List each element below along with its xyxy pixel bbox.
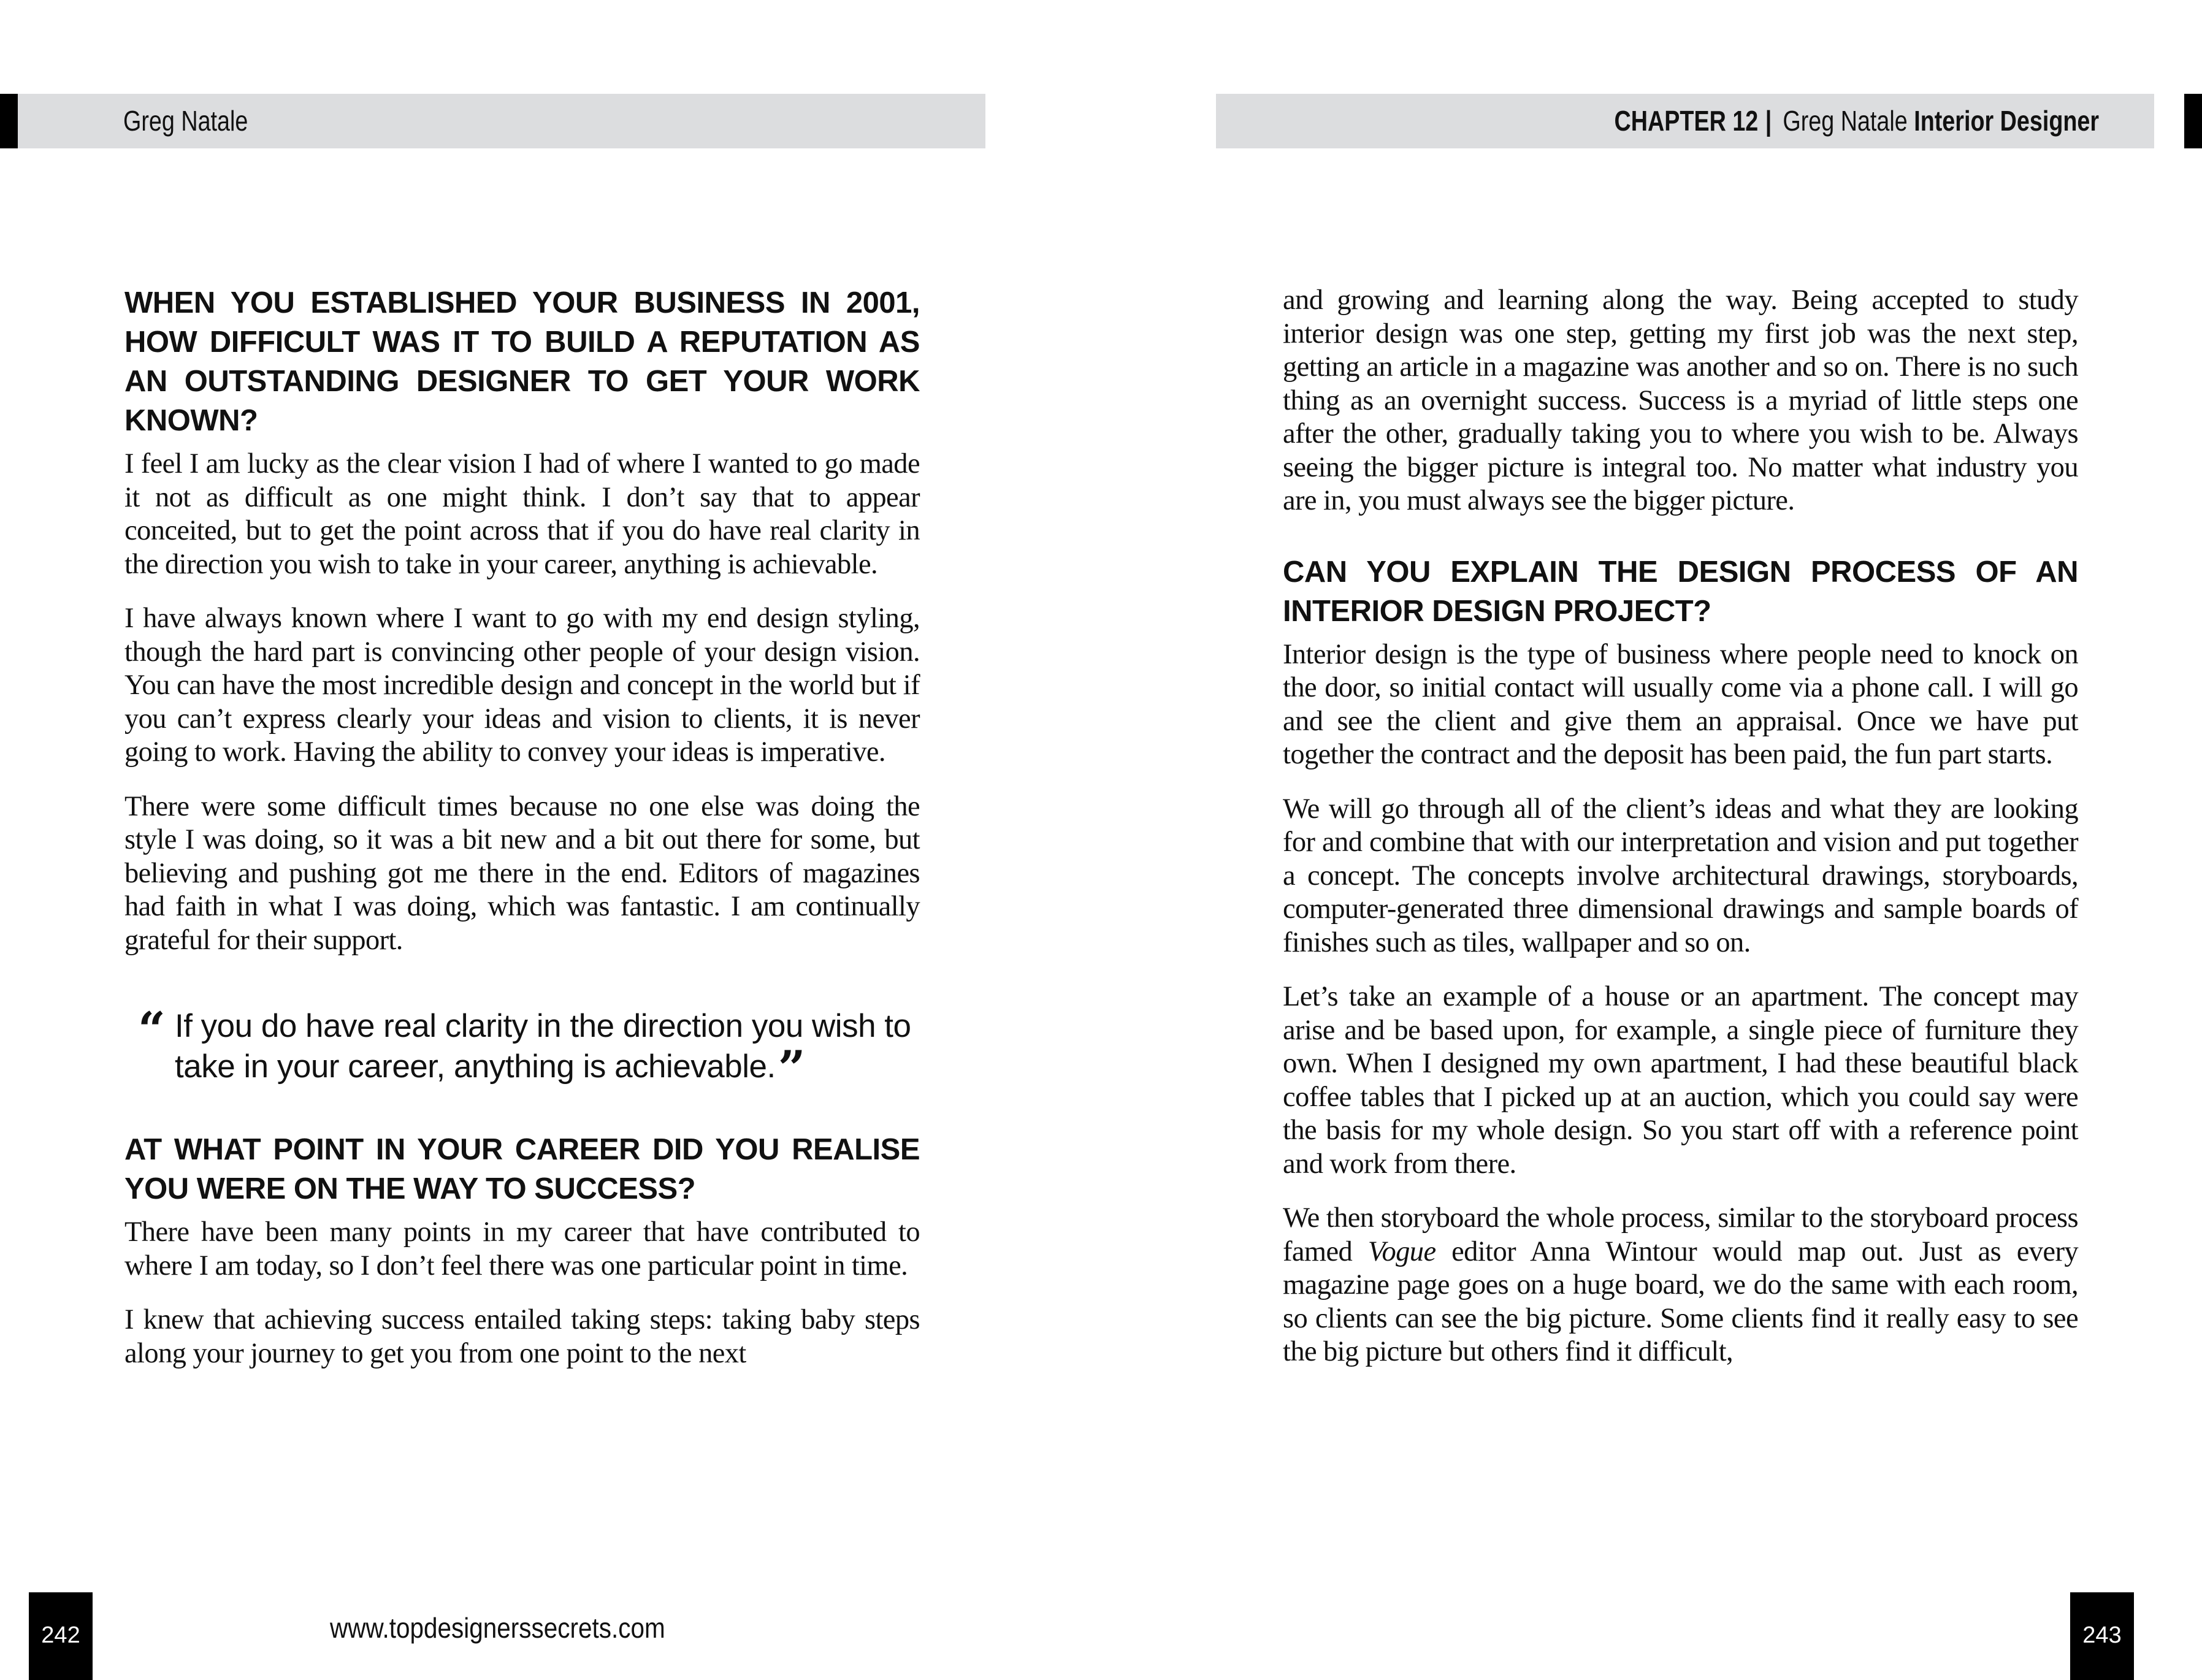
answer-paragraph: There were some difficult times because no one else was doing the style I was doing, so it was a bit new and a bit out there for some, but believing and pushing got me there in the end. Editors of magazines had faith in what I was doing, which was fantastic. I am continually grateful for their support. <box>124 790 920 956</box>
open-quote-icon: “ <box>138 1002 166 1058</box>
right-page <box>1101 0 2202 1680</box>
text-run: We then storyboard the whole process, similar to the storyboard process famed <box>1283 1202 2078 1267</box>
answer-paragraph: I feel I am lucky as the clear vision I had of where I wanted to go made it not as difficult as one might think. I don’t say that to appear conceited, but to get the point across that if you do have real clarity in the direction you wish to take in your career, anything is achievable. <box>124 448 920 580</box>
close-quote-icon: ” <box>778 1040 806 1096</box>
pull-quote <box>124 1002 920 1096</box>
answer-paragraph: There have been many points in my career that have contributed to where I am today, so I don’t feel there was one particular point in time. <box>124 1216 920 1281</box>
answer-paragraph <box>1283 1202 2078 1369</box>
question-heading: CAN YOU EXPLAIN THE DESIGN PROCESS OF AN INTERIOR DESIGN PROJECT? <box>1283 555 2078 628</box>
designer-name: Greg Natale <box>1783 105 1908 137</box>
answer-paragraph: I knew that achieving success entailed taking steps: taking baby steps along your journey to get you from one point to the next <box>124 1304 920 1369</box>
running-head <box>1614 94 2099 148</box>
pull-quote-text: If you do have real clarity in the direction you wish to take in your career, anything is achievable. <box>175 1008 911 1085</box>
footer-url-link[interactable]: www.topdesignerssecrets.com <box>330 1612 665 1644</box>
chapter-label: CHAPTER 12 <box>1614 105 1759 137</box>
running-head-bar <box>1216 94 2154 148</box>
question-heading: WHEN YOU ESTABLISHED YOUR BUSINESS IN 2001, HOW DIFFICULT WAS IT TO BUILD A REPUTATION AS AN OUTSTANDING DESIGNER TO GET YOUR WORK KNOWN? <box>124 286 920 437</box>
page-edge-tab <box>2184 94 2202 148</box>
page-number: 242 <box>29 1592 93 1680</box>
page-number: 243 <box>2070 1592 2134 1680</box>
separator: | <box>1765 105 1772 137</box>
right-text-column <box>1283 284 2078 1390</box>
answer-paragraph: Interior design is the type of business where people need to knock on the door, so initial contact will usually come via a phone call. I will go and see the client and give them an appraisal. Once we have put together the contract and the deposit has been paid, the fun part starts. <box>1283 638 2078 770</box>
answer-paragraph: We will go through all of the client’s ideas and what they are looking for and combine that with our interpretation and vision and put together a concept. The concepts involve architectural drawings, storyboards, computer-generated three dimensional drawings and sample boards of finishes such as tiles, wallpaper and so on. <box>1283 793 2078 958</box>
running-head: Greg Natale <box>123 105 248 137</box>
left-text-column <box>124 283 920 1391</box>
running-head-bar <box>18 94 985 148</box>
answer-paragraph: I have always known where I want to go with my end design styling, though the hard part is convincing other people of your design vision. You can have the most incredible design and concept in the world but if you can’t express clearly your ideas and vision to clients, it is never going to work. Having the ability to convey your ideas is imperative. <box>124 603 920 768</box>
publication-title: Vogue <box>1367 1235 1436 1267</box>
page-edge-tab <box>0 94 18 148</box>
text-run: editor Anna Wintour would map out. Just as every magazine page goes on a huge board, we do the same with each room, so clients can see the big picture. Some clients find it really easy to see the big picture but others find it difficult, <box>1283 1235 2078 1367</box>
designer-role: Interior Designer <box>1914 105 2099 137</box>
answer-paragraph: Let’s take an example of a house or an apartment. The concept may arise and be based upon, for example, a single piece of furniture they own. When I designed my own apartment, I had these beautiful black coffee tables that I picked up at an auction, which you could say were the basis for my whole design. So you start off with a reference point and work from there. <box>1283 981 2078 1180</box>
question-heading: AT WHAT POINT IN YOUR CAREER DID YOU REALISE YOU WERE ON THE WAY TO SUCCESS? <box>124 1133 920 1205</box>
continued-paragraph: and growing and learning along the way. Being accepted to study interior design was one step, getting my first job was the next step, getting an article in a magazine was another and so on. There is no such thing as an overnight success. Success is a myriad of little steps one after the other, gradually taking you to where you wish to be. Always seeing the bigger picture is integral too. No matter what industry you are in, you must always see the bigger picture. <box>1283 284 2078 516</box>
